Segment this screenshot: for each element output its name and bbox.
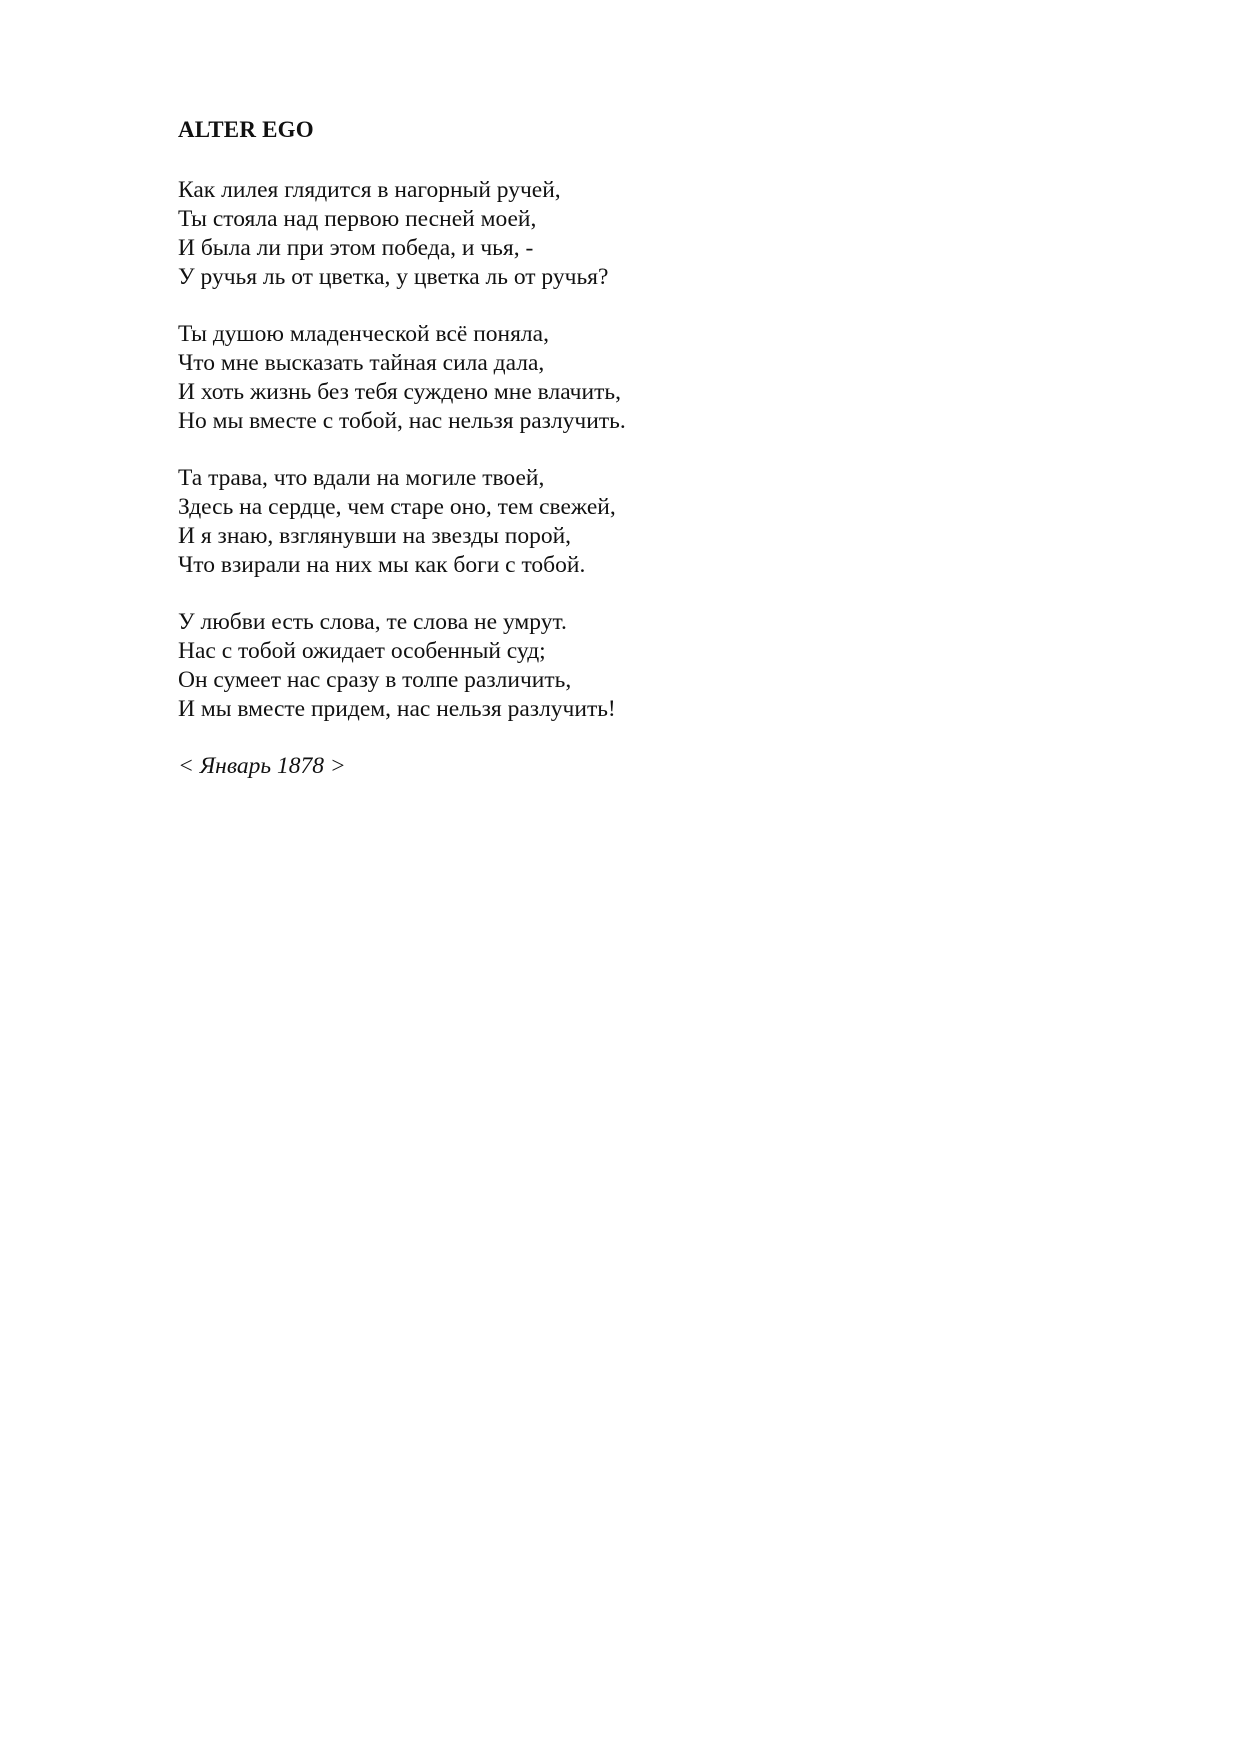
poem-line: Та трава, что вдали на могиле твоей, (178, 465, 545, 491)
poem-line: Ты душою младенческой всё поняла, (178, 321, 549, 347)
poem-line: Как лилея глядится в нагорный ручей, (178, 177, 561, 203)
poem-line: И я знаю, взглянувши на звезды порой, (178, 523, 572, 549)
poem-line: У ручья ль от цветка, у цветка ль от ручья? (178, 264, 609, 290)
poem-line: Но мы вместе с тобой, нас нельзя разлучить. (178, 408, 626, 434)
poem-line: Что мне высказать тайная сила дала, (178, 350, 545, 376)
poem-line: Он сумеет нас сразу в толпе различить, (178, 667, 572, 693)
stanza-2 (178, 320, 626, 436)
poem-line: Ты стояла над первою песней моей, (178, 206, 537, 232)
stanza-3 (178, 464, 616, 580)
poem-line: И мы вместе придем, нас нельзя разлучить! (178, 696, 616, 722)
poem-date: < Январь 1878 > (178, 753, 346, 779)
poem-line: У любви есть слова, те слова не умрут. (178, 609, 567, 635)
poem-title: ALTER EGO (178, 117, 314, 142)
poem-line: Здесь на сердце, чем старе оно, тем свежей, (178, 494, 616, 520)
stanza-1 (178, 176, 608, 292)
stanza-4 (178, 608, 616, 724)
poem-line: И была ли при этом победа, и чья, - (178, 235, 534, 261)
poem-line: И хоть жизнь без тебя суждено мне влачить, (178, 379, 621, 405)
poem-line: Что взирали на них мы как боги с тобой. (178, 552, 586, 578)
poem-line: Нас с тобой ожидает особенный суд; (178, 638, 546, 664)
